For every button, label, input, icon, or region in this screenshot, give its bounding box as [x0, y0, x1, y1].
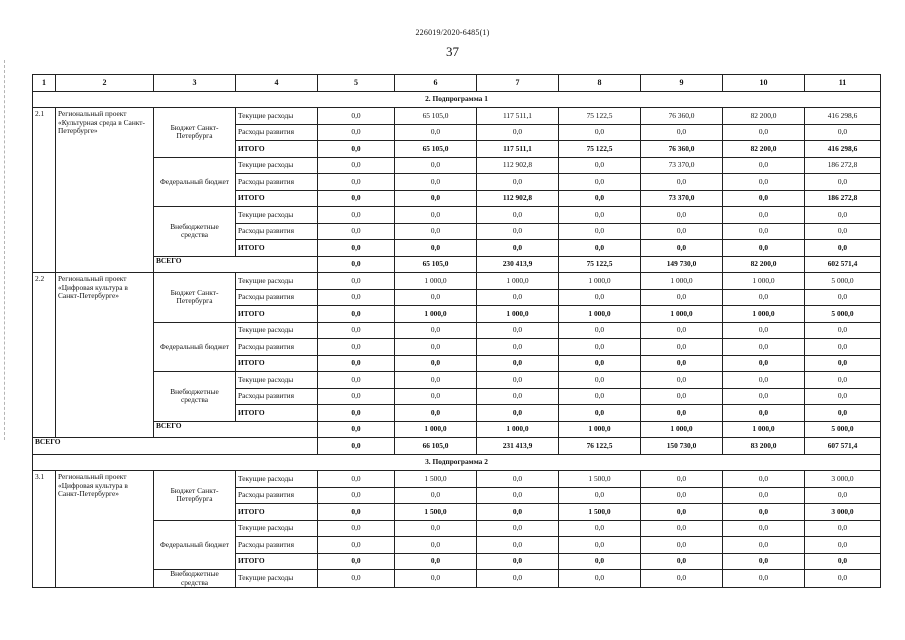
value-cell: 0,0 [477, 537, 559, 554]
value-cell: 0,0 [318, 355, 395, 372]
value-cell: 0,0 [723, 537, 805, 554]
value-cell: 112 902,8 [477, 190, 559, 207]
value-cell: 112 902,8 [477, 157, 559, 174]
value-cell: 0,0 [559, 372, 641, 389]
value-cell: 0,0 [641, 207, 723, 224]
table-row [33, 273, 881, 290]
value-cell: 5 000,0 [805, 421, 881, 438]
value-cell: 0,0 [395, 388, 477, 405]
value-cell: 0,0 [559, 207, 641, 224]
expense-type: ИТОГО [236, 553, 318, 570]
subprogram-total-label: ВСЕГО [33, 438, 318, 455]
budget-table [32, 74, 881, 588]
value-cell: 0,0 [318, 520, 395, 537]
value-cell: 0,0 [318, 471, 395, 488]
funding-source: Бюджет Санкт-Петербурга [154, 108, 236, 158]
subprogram-title: 2. Подпрограмма 1 [33, 91, 881, 108]
value-cell: 1 000,0 [723, 421, 805, 438]
value-cell: 0,0 [641, 322, 723, 339]
value-cell: 607 571,4 [805, 438, 881, 455]
value-cell: 76 360,0 [641, 141, 723, 158]
value-cell: 186 272,8 [805, 157, 881, 174]
value-cell: 0,0 [477, 372, 559, 389]
project-total-row [33, 256, 881, 273]
value-cell: 0,0 [723, 553, 805, 570]
value-cell: 0,0 [723, 487, 805, 504]
value-cell: 0,0 [318, 339, 395, 356]
value-cell: 0,0 [641, 570, 723, 588]
value-cell: 0,0 [641, 240, 723, 257]
table-row [33, 372, 881, 389]
column-number: 10 [723, 75, 805, 92]
value-cell: 0,0 [477, 322, 559, 339]
value-cell: 0,0 [805, 339, 881, 356]
value-cell: 0,0 [559, 339, 641, 356]
funding-source: Федеральный бюджет [154, 322, 236, 372]
value-cell: 0,0 [559, 289, 641, 306]
value-cell: 149 730,0 [641, 256, 723, 273]
value-cell: 0,0 [477, 124, 559, 141]
table-row [33, 108, 881, 125]
funding-source: Федеральный бюджет [154, 520, 236, 570]
value-cell: 1 000,0 [395, 306, 477, 323]
funding-source: Внебюджетные средства [154, 372, 236, 422]
expense-type: ИТОГО [236, 141, 318, 158]
value-cell: 1 000,0 [723, 306, 805, 323]
value-cell: 0,0 [559, 240, 641, 257]
expense-type: Расходы развития [236, 537, 318, 554]
funding-source: Бюджет Санкт-Петербурга [154, 273, 236, 323]
value-cell: 0,0 [723, 339, 805, 356]
value-cell: 602 571,4 [805, 256, 881, 273]
value-cell: 0,0 [477, 504, 559, 521]
project-total-label: ВСЕГО [154, 421, 318, 438]
column-number: 2 [56, 75, 154, 92]
value-cell: 0,0 [318, 157, 395, 174]
value-cell: 82 200,0 [723, 141, 805, 158]
value-cell: 0,0 [641, 355, 723, 372]
value-cell: 76 122,5 [559, 438, 641, 455]
value-cell: 82 200,0 [723, 108, 805, 125]
subprogram-heading-row [33, 454, 881, 471]
value-cell: 1 000,0 [477, 273, 559, 290]
value-cell: 0,0 [559, 322, 641, 339]
value-cell: 0,0 [395, 174, 477, 191]
value-cell: 0,0 [641, 553, 723, 570]
expense-type: Текущие расходы [236, 372, 318, 389]
column-number: 7 [477, 75, 559, 92]
expense-type: Текущие расходы [236, 570, 318, 588]
table-row [33, 322, 881, 339]
value-cell: 66 105,0 [395, 438, 477, 455]
value-cell: 0,0 [723, 322, 805, 339]
row-index: 2.2 [33, 273, 56, 438]
value-cell: 0,0 [395, 520, 477, 537]
value-cell: 75 122,5 [559, 256, 641, 273]
value-cell: 0,0 [559, 405, 641, 422]
value-cell: 76 360,0 [641, 108, 723, 125]
value-cell: 0,0 [805, 240, 881, 257]
value-cell: 0,0 [723, 570, 805, 588]
value-cell: 0,0 [559, 537, 641, 554]
value-cell: 0,0 [318, 256, 395, 273]
value-cell: 0,0 [395, 570, 477, 588]
column-number: 5 [318, 75, 395, 92]
funding-source: Федеральный бюджет [154, 157, 236, 207]
value-cell: 73 370,0 [641, 190, 723, 207]
value-cell: 186 272,8 [805, 190, 881, 207]
binding-margin-line [4, 60, 5, 440]
value-cell: 0,0 [477, 223, 559, 240]
value-cell: 0,0 [559, 487, 641, 504]
project-name: Региональный проект «Цифровая культура в Санкт-Петербурге» [56, 471, 154, 588]
expense-type: Расходы развития [236, 487, 318, 504]
value-cell: 0,0 [723, 388, 805, 405]
value-cell: 0,0 [723, 207, 805, 224]
value-cell: 0,0 [395, 157, 477, 174]
value-cell: 65 105,0 [395, 256, 477, 273]
value-cell: 0,0 [318, 504, 395, 521]
value-cell: 1 000,0 [477, 421, 559, 438]
value-cell: 117 511,1 [477, 108, 559, 125]
value-cell: 0,0 [477, 388, 559, 405]
value-cell: 0,0 [805, 124, 881, 141]
value-cell: 0,0 [477, 355, 559, 372]
value-cell: 0,0 [395, 240, 477, 257]
value-cell: 0,0 [559, 388, 641, 405]
value-cell: 1 500,0 [559, 471, 641, 488]
value-cell: 65 105,0 [395, 141, 477, 158]
expense-type: Текущие расходы [236, 520, 318, 537]
value-cell: 1 000,0 [395, 421, 477, 438]
value-cell: 0,0 [477, 339, 559, 356]
value-cell: 0,0 [723, 223, 805, 240]
value-cell: 0,0 [318, 223, 395, 240]
value-cell: 0,0 [641, 372, 723, 389]
value-cell: 0,0 [318, 537, 395, 554]
value-cell: 0,0 [805, 405, 881, 422]
value-cell: 1 500,0 [559, 504, 641, 521]
value-cell: 0,0 [723, 372, 805, 389]
value-cell: 5 000,0 [805, 306, 881, 323]
value-cell: 0,0 [318, 372, 395, 389]
value-cell: 416 298,6 [805, 141, 881, 158]
page-number: 37 [446, 44, 459, 59]
value-cell: 0,0 [318, 306, 395, 323]
value-cell: 1 000,0 [559, 421, 641, 438]
project-total-label: ВСЕГО [154, 256, 318, 273]
value-cell: 1 000,0 [395, 273, 477, 290]
column-number: 8 [559, 75, 641, 92]
value-cell: 0,0 [318, 487, 395, 504]
value-cell: 0,0 [318, 174, 395, 191]
value-cell: 0,0 [477, 487, 559, 504]
value-cell: 0,0 [641, 405, 723, 422]
value-cell: 0,0 [641, 504, 723, 521]
expense-type: Текущие расходы [236, 108, 318, 125]
value-cell: 150 730,0 [641, 438, 723, 455]
value-cell: 75 122,5 [559, 108, 641, 125]
value-cell: 0,0 [559, 157, 641, 174]
expense-type: ИТОГО [236, 355, 318, 372]
value-cell: 0,0 [395, 487, 477, 504]
value-cell: 0,0 [723, 190, 805, 207]
value-cell: 0,0 [395, 537, 477, 554]
value-cell: 0,0 [477, 289, 559, 306]
value-cell: 0,0 [318, 207, 395, 224]
value-cell: 0,0 [641, 537, 723, 554]
value-cell: 0,0 [318, 570, 395, 588]
column-number: 3 [154, 75, 236, 92]
funding-source: Внебюджетные средства [154, 570, 236, 588]
value-cell: 0,0 [805, 388, 881, 405]
expense-type: ИТОГО [236, 306, 318, 323]
row-index: 2.1 [33, 108, 56, 273]
budget-table-body [33, 75, 881, 588]
value-cell: 0,0 [723, 174, 805, 191]
value-cell: 0,0 [805, 537, 881, 554]
value-cell: 0,0 [318, 190, 395, 207]
value-cell: 0,0 [477, 405, 559, 422]
value-cell: 0,0 [318, 553, 395, 570]
table-row [33, 520, 881, 537]
value-cell: 0,0 [805, 487, 881, 504]
expense-type: Расходы развития [236, 174, 318, 191]
value-cell: 0,0 [641, 487, 723, 504]
value-cell: 3 000,0 [805, 504, 881, 521]
value-cell: 0,0 [805, 520, 881, 537]
value-cell: 0,0 [395, 355, 477, 372]
value-cell: 0,0 [477, 207, 559, 224]
value-cell: 0,0 [477, 471, 559, 488]
table-row [33, 157, 881, 174]
value-cell: 0,0 [723, 157, 805, 174]
expense-type: Расходы развития [236, 289, 318, 306]
value-cell: 0,0 [395, 289, 477, 306]
value-cell: 0,0 [805, 207, 881, 224]
table-row [33, 471, 881, 488]
value-cell: 0,0 [723, 355, 805, 372]
funding-source: Бюджет Санкт-Петербурга [154, 471, 236, 521]
subprogram-total-row [33, 438, 881, 455]
value-cell: 0,0 [723, 240, 805, 257]
value-cell: 0,0 [395, 190, 477, 207]
value-cell: 416 298,6 [805, 108, 881, 125]
value-cell: 230 413,9 [477, 256, 559, 273]
value-cell: 0,0 [805, 223, 881, 240]
value-cell: 83 200,0 [723, 438, 805, 455]
expense-type: Текущие расходы [236, 322, 318, 339]
value-cell: 0,0 [805, 289, 881, 306]
value-cell: 0,0 [395, 322, 477, 339]
value-cell: 117 511,1 [477, 141, 559, 158]
table-row [33, 207, 881, 224]
value-cell: 82 200,0 [723, 256, 805, 273]
value-cell: 0,0 [395, 124, 477, 141]
expense-type: ИТОГО [236, 240, 318, 257]
value-cell: 0,0 [318, 421, 395, 438]
expense-type: Текущие расходы [236, 157, 318, 174]
column-number: 9 [641, 75, 723, 92]
project-name: Региональный проект «Цифровая культура в Санкт-Петербурге» [56, 273, 154, 438]
value-cell: 73 370,0 [641, 157, 723, 174]
value-cell: 0,0 [723, 520, 805, 537]
value-cell: 0,0 [641, 124, 723, 141]
expense-type: Текущие расходы [236, 273, 318, 290]
subprogram-heading-row [33, 91, 881, 108]
value-cell: 0,0 [805, 553, 881, 570]
value-cell: 0,0 [723, 471, 805, 488]
value-cell: 0,0 [805, 570, 881, 588]
value-cell: 75 122,5 [559, 141, 641, 158]
value-cell: 0,0 [318, 438, 395, 455]
value-cell: 0,0 [318, 240, 395, 257]
row-index: 3.1 [33, 471, 56, 588]
value-cell: 0,0 [477, 520, 559, 537]
expense-type: ИТОГО [236, 405, 318, 422]
value-cell: 1 500,0 [395, 471, 477, 488]
value-cell: 0,0 [559, 223, 641, 240]
value-cell: 5 000,0 [805, 273, 881, 290]
value-cell: 0,0 [723, 124, 805, 141]
value-cell: 1 000,0 [723, 273, 805, 290]
expense-type: Расходы развития [236, 124, 318, 141]
value-cell: 3 000,0 [805, 471, 881, 488]
value-cell: 1 000,0 [559, 306, 641, 323]
expense-type: Текущие расходы [236, 207, 318, 224]
value-cell: 0,0 [641, 223, 723, 240]
value-cell: 0,0 [318, 289, 395, 306]
value-cell: 0,0 [723, 289, 805, 306]
value-cell: 0,0 [641, 388, 723, 405]
value-cell: 1 000,0 [641, 306, 723, 323]
value-cell: 0,0 [477, 174, 559, 191]
value-cell: 0,0 [318, 405, 395, 422]
value-cell: 0,0 [559, 520, 641, 537]
expense-type: Текущие расходы [236, 471, 318, 488]
value-cell: 0,0 [477, 553, 559, 570]
column-number-row [33, 75, 881, 92]
value-cell: 1 000,0 [477, 306, 559, 323]
value-cell: 0,0 [559, 355, 641, 372]
value-cell: 0,0 [723, 405, 805, 422]
value-cell: 0,0 [805, 174, 881, 191]
funding-source: Внебюджетные средства [154, 207, 236, 257]
value-cell: 0,0 [477, 240, 559, 257]
value-cell: 0,0 [805, 355, 881, 372]
project-name: Региональный проект «Культурная среда в Санкт-Петербурге» [56, 108, 154, 273]
column-number: 4 [236, 75, 318, 92]
expense-type: ИТОГО [236, 504, 318, 521]
value-cell: 0,0 [318, 388, 395, 405]
value-cell: 0,0 [559, 190, 641, 207]
value-cell: 1 000,0 [559, 273, 641, 290]
value-cell: 0,0 [318, 141, 395, 158]
project-total-row [33, 421, 881, 438]
value-cell: 0,0 [395, 207, 477, 224]
column-number: 6 [395, 75, 477, 92]
value-cell: 0,0 [641, 520, 723, 537]
value-cell: 1 500,0 [395, 504, 477, 521]
value-cell: 0,0 [395, 372, 477, 389]
value-cell: 0,0 [805, 372, 881, 389]
value-cell: 0,0 [395, 223, 477, 240]
value-cell: 0,0 [559, 174, 641, 191]
value-cell: 0,0 [318, 273, 395, 290]
value-cell: 0,0 [477, 570, 559, 588]
value-cell: 0,0 [318, 124, 395, 141]
value-cell: 0,0 [395, 405, 477, 422]
value-cell: 0,0 [318, 108, 395, 125]
value-cell: 65 105,0 [395, 108, 477, 125]
expense-type: Расходы развития [236, 223, 318, 240]
value-cell: 1 000,0 [641, 421, 723, 438]
value-cell: 231 413,9 [477, 438, 559, 455]
value-cell: 0,0 [559, 570, 641, 588]
subprogram-title: 3. Подпрограмма 2 [33, 454, 881, 471]
value-cell: 1 000,0 [641, 273, 723, 290]
value-cell: 0,0 [641, 471, 723, 488]
value-cell: 0,0 [723, 504, 805, 521]
value-cell: 0,0 [559, 124, 641, 141]
document-id: 226019/2020-6485(1) [415, 28, 490, 37]
value-cell: 0,0 [805, 322, 881, 339]
table-row [33, 570, 881, 588]
expense-type: Расходы развития [236, 339, 318, 356]
value-cell: 0,0 [641, 339, 723, 356]
value-cell: 0,0 [395, 339, 477, 356]
column-number: 11 [805, 75, 881, 92]
value-cell: 0,0 [641, 174, 723, 191]
expense-type: Расходы развития [236, 388, 318, 405]
value-cell: 0,0 [395, 553, 477, 570]
column-number: 1 [33, 75, 56, 92]
value-cell: 0,0 [559, 553, 641, 570]
value-cell: 0,0 [641, 289, 723, 306]
expense-type: ИТОГО [236, 190, 318, 207]
value-cell: 0,0 [318, 322, 395, 339]
